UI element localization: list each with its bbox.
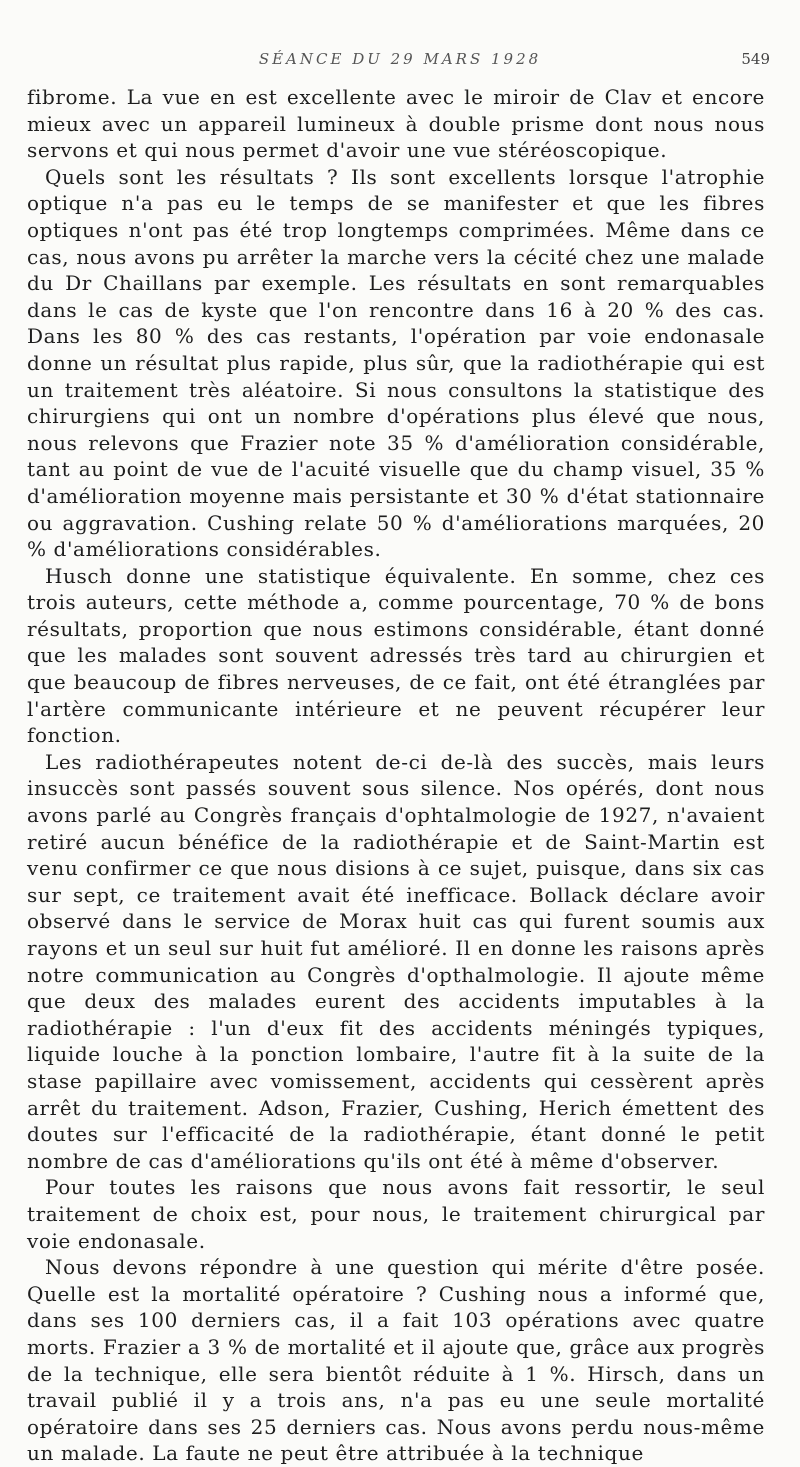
body-text	[27, 84, 765, 1467]
paragraph-mortality: Nous devons répondre à une question qui mérite d'être posée. Quelle est la mortalité opératoire ? Cushing nous a informé que, dans ses 100 derniers cas, il a fait 103 opérations avec quatre morts. Frazier a 3 % de mortalité et il ajoute que, grâce aux progrès de la technique, elle sera bientôt réduite à 1 %. Hirsch, dans un travail publié il y a trois ans, n'a pas eu une seule mortalité opératoire dans ses 25 derniers cas. Nous avons perdu nous-même un malade. La faute ne peut être attribuée à la technique	[27, 1255, 765, 1466]
paragraph-radiotherapy: Les radiothérapeutes notent de-ci de-là des succès, mais leurs insuccès sont passés souvent sous silence. Nos opérés, dont nous avons parlé au Congrès français d'ophtalmologie de 1927, n'avaient retiré aucun bénéfice de la radiothérapie et de Saint-Martin est venu confirmer ce que nous disions à ce sujet, puisque, dans six cas sur sept, ce traitement avait été inefficace. Bollack déclare avoir observé dans le service de Morax huit cas qui furent soumis aux rayons et un seul sur huit fut amélioré. Il en donne les raisons après notre communication au Congrès d'opthalmologie. Il ajoute même que deux des malades eurent des accidents imputables à la radiothérapie : l'un d'eux fit des accidents méningés typiques, liquide louche à la ponction lombaire, l'autre fit à la suite de la stase papillaire avec vomissement, accidents qui cessèrent après arrêt du traitement. Adson, Frazier, Cushing, Herich émettent des doutes sur l'efficacité de la radiothérapie, étant donné le petit nombre de cas d'améliorations qu'ils ont été à même d'observer.	[27, 749, 765, 1173]
paragraph-results: Quels sont les résultats ? Ils sont excellents lorsque l'atrophie optique n'a pas eu le temps de se manifester et que les fibres optiques n'ont pas été trop longtemps comprimées. Même dans ce cas, nous avons pu arrêter la marche vers la cécité chez une malade du Dr Chaillans par exemple. Les résultats en sont remarquables dans le cas de kyste que l'on rencontre dans 16 à 20 % des cas. Dans les 80 % des cas restants, l'opération par voie endonasale donne un résultat plus rapide, plus sûr, que la radiothérapie qui est un traitement très aléatoire. Si nous consultons la statistique des chirurgiens qui ont un nombre d'opérations plus élevé que nous, nous relevons que Frazier note 35 % d'amélioration considérable, tant au point de vue de l'acuité visuelle que du champ visuel, 35 % d'amélioration moyenne mais persistante et 30 % d'état stationnaire ou aggravation. Cushing relate 50 % d'améliorations marquées, 20 % d'améliorations considérables.	[27, 164, 765, 562]
paragraph-continuation: fibrome. La vue en est excellente avec le miroir de Clav et encore mieux avec un appareil lumineux à double prisme dont nous nous servons et qui nous permet d'avoir une vue stéréoscopique.	[27, 85, 765, 163]
paragraph-conclusion: Pour toutes les raisons que nous avons fait ressortir, le seul traitement de choix est, pour nous, le traitement chirurgical par voie endonasale.	[27, 1175, 765, 1253]
page-header	[30, 50, 770, 74]
paragraph-husch: Husch donne une statistique équivalente. En somme, chez ces trois auteurs, cette méthode a, comme pourcentage, 70 % de bons résultats, proportion que nous estimons considérable, étant donné que les malades sont souvent adressés très tard au chirurgien et que beaucoup de fibres nerveuses, de ce fait, ont été étranglées par l'artère communicante intérieure et ne peuvent récupérer leur fonction.	[27, 563, 765, 748]
running-title: SÉANCE DU 29 MARS 1928	[258, 50, 542, 68]
page-number: 549	[741, 50, 770, 68]
